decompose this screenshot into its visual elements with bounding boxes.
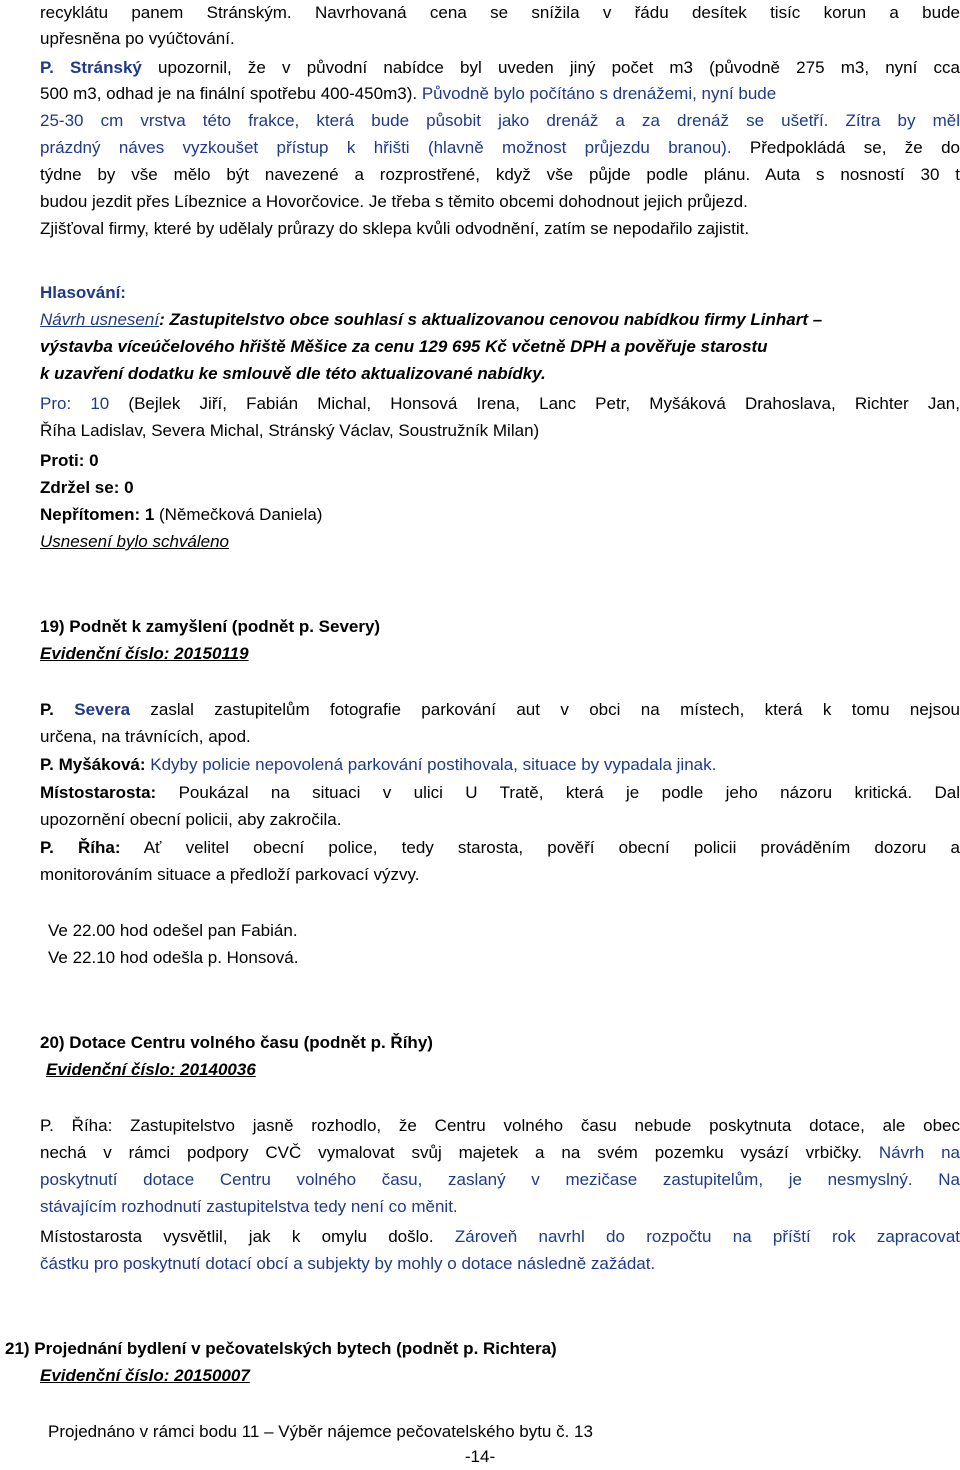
- evidence-number: Evidenční číslo: 20150007: [40, 1366, 250, 1385]
- vote-result: Usnesení bylo schváleno: [40, 532, 230, 551]
- speaker-label: P.: [40, 58, 54, 77]
- vote-title: Hlasování:: [40, 283, 126, 302]
- text-line: [40, 697, 960, 723]
- text-line: [40, 216, 960, 242]
- text-line: [40, 189, 960, 215]
- text-span: upřesněna po vyúčtování.: [40, 29, 235, 48]
- text-line: [40, 1251, 960, 1277]
- page-number: -14-: [464, 1447, 496, 1466]
- text-span: Zároveň navrhl do rozpočtu na příští rok zapracovat: [433, 1227, 960, 1246]
- speaker-label: P.: [40, 700, 54, 719]
- text-span: Návrh na: [861, 1143, 960, 1162]
- section-heading: 20) Dotace Centru volného času (podnět p. Říhy): [40, 1033, 433, 1052]
- text-line: [40, 26, 960, 52]
- pro-count: Pro: 10: [40, 394, 110, 413]
- text-span: Navrhovaná cena se snížila v řádu desítek tisíc korun a bude: [314, 3, 960, 22]
- evidence-number: Evidenční číslo: 20150119: [40, 644, 249, 663]
- text-span: Poukázal na situaci v ulici U Tratě, která je podle jeho názoru kritická. Dal: [156, 783, 960, 802]
- note-line: Ve 22.00 hod odešel pan Fabián.: [48, 921, 298, 940]
- evidence-number: Evidenční číslo: 20140036: [46, 1060, 256, 1079]
- text-span: Je třeba s těmito obcemi dohodnout jejich průjezd.: [364, 192, 748, 211]
- text-span: zaslal zastupitelům fotografie parkování aut v obci na místech, která k tomu nejsou: [130, 700, 960, 719]
- text-line: upozornění obecní policii, aby zakročila.: [40, 810, 342, 829]
- text-line: [40, 1167, 960, 1193]
- text-line: [40, 135, 960, 161]
- text-span: Původně bylo počítáno s drenážemi, nyní bude: [417, 84, 777, 103]
- vote-pro: [40, 391, 960, 417]
- text-line: [40, 1224, 960, 1250]
- text-line: [40, 108, 960, 134]
- text-span: Ať velitel obecní police, tedy starosta, pověří obecní policii prováděním dozoru a: [120, 838, 960, 857]
- text-span: Místostarosta vysvětlil, jak k omylu došlo.: [40, 1227, 434, 1246]
- text-span: částku pro poskytnutí dotací obcí a subjekty by mohly o dotace následně zažádat.: [40, 1254, 656, 1273]
- text-span: recyklátu panem Stránským.: [40, 3, 292, 22]
- text-span: poskytnutí dotace Centru volného času, zaslaný v mezičase zastupitelům, je nesmyslný. Na: [40, 1170, 960, 1189]
- proposal-line: k uzavření dodatku ke smlouvě dle této aktualizované nabídky.: [40, 364, 546, 383]
- text-line: [40, 1140, 960, 1166]
- text-line: [40, 81, 960, 107]
- proposal-line: výstavba víceúčelového hřiště Měšice za cenu 129 695 Kč včetně DPH a pověřuje starostu: [40, 337, 768, 356]
- text-span: budou jezdit přes Líbeznice a Hovorčovice.: [40, 192, 365, 211]
- speaker-name: P. Říha:: [40, 838, 121, 857]
- proposal-label: Návrh usnesení: [40, 310, 160, 329]
- vote-absent: [40, 502, 960, 528]
- speaker-name: P. Myšáková:: [40, 755, 146, 774]
- speaker-name: Místostarosta:: [40, 783, 157, 802]
- text-line: [40, 162, 960, 188]
- text-span: stávajícím rozhodnutí zastupitelstva tedy není co měnit.: [40, 1197, 458, 1216]
- text-span: Předpokládá se, že do: [731, 138, 960, 157]
- text-line: [40, 0, 960, 26]
- pro-names: (Bejlek Jiří, Fabián Michal, Honsová Irena, Lanc Petr, Myšáková Drahoslava, Richter Jan,: [109, 394, 960, 413]
- text-span: nechá v rámci podpory CVČ vymalovat svůj majetek a na svém pozemku vysází vrbičky.: [40, 1143, 862, 1162]
- text-span: Auta s nosností 30 t: [750, 165, 960, 184]
- text-line: [40, 752, 960, 778]
- section-heading: 19) Podnět k zamyšlení (podnět p. Severy): [40, 617, 381, 636]
- text-line: monitorováním situace a předloží parkovací výzvy.: [40, 865, 420, 884]
- text-line: Projednáno v rámci bodu 11 – Výběr nájemce pečovatelského bytu č. 13: [48, 1422, 593, 1441]
- vote-pro-names: Říha Ladislav, Severa Michal, Stránský Václav, Soustružník Milan): [40, 421, 540, 440]
- speaker-name: Severa: [53, 700, 131, 719]
- text-span: 25-30 cm vrstva této frakce, která bude působit jako drenáž a za drenáž se ušetří.: [40, 111, 829, 130]
- vote-zdrzel: Zdržel se: 0: [40, 478, 134, 497]
- text-line: [40, 835, 960, 861]
- text-line: určena, na trávnících, apod.: [40, 727, 251, 746]
- text-span: Zítra by měl: [828, 111, 960, 130]
- text-span: prázdný náves vyzkoušet přístup k hřišti (hlavně možnost průjezdu branou).: [40, 138, 732, 157]
- text-span: Zjišťoval firmy, které by udělaly průrazy do sklepa kvůli odvodnění, zatím se nepodařilo zajistit.: [40, 219, 750, 238]
- proposal-line: [40, 307, 960, 333]
- text-line: [40, 55, 960, 81]
- text-line: [40, 1194, 960, 1220]
- absent-names: (Němečková Daniela): [154, 505, 323, 524]
- text-span: upozornil, že v původní nabídce byl uveden jiný počet m3 (původně 275 m3, nyní cca: [141, 58, 960, 77]
- proposal-text: : Zastupitelstvo obce souhlasí s aktualizovanou cenovou nabídkou firmy Linhart –: [159, 310, 823, 329]
- absent-count: Nepřítomen: 1: [40, 505, 155, 524]
- speaker-name: Stránský: [70, 58, 142, 77]
- note-line: Ve 22.10 hod odešla p. Honsová.: [48, 948, 299, 967]
- vote-proti: Proti: 0: [40, 451, 99, 470]
- section-heading: 21) Projednání bydlení v pečovatelských bytech (podnět p. Richtera): [5, 1339, 557, 1358]
- text-line: [40, 780, 960, 806]
- text-span: Kdyby policie nepovolená parkování postihovala, situace by vypadala jinak.: [145, 755, 717, 774]
- text-line: P. Říha: Zastupitelstvo jasně rozhodlo, že Centru volného času nebude poskytnuta dotace, ale obec: [40, 1116, 960, 1135]
- text-span: týdne by vše mělo být navezené a rozprostřené, když vše půjde podle plánu.: [40, 165, 751, 184]
- text-span: 500 m3, odhad je na finální spotřebu 400-450m3).: [40, 84, 418, 103]
